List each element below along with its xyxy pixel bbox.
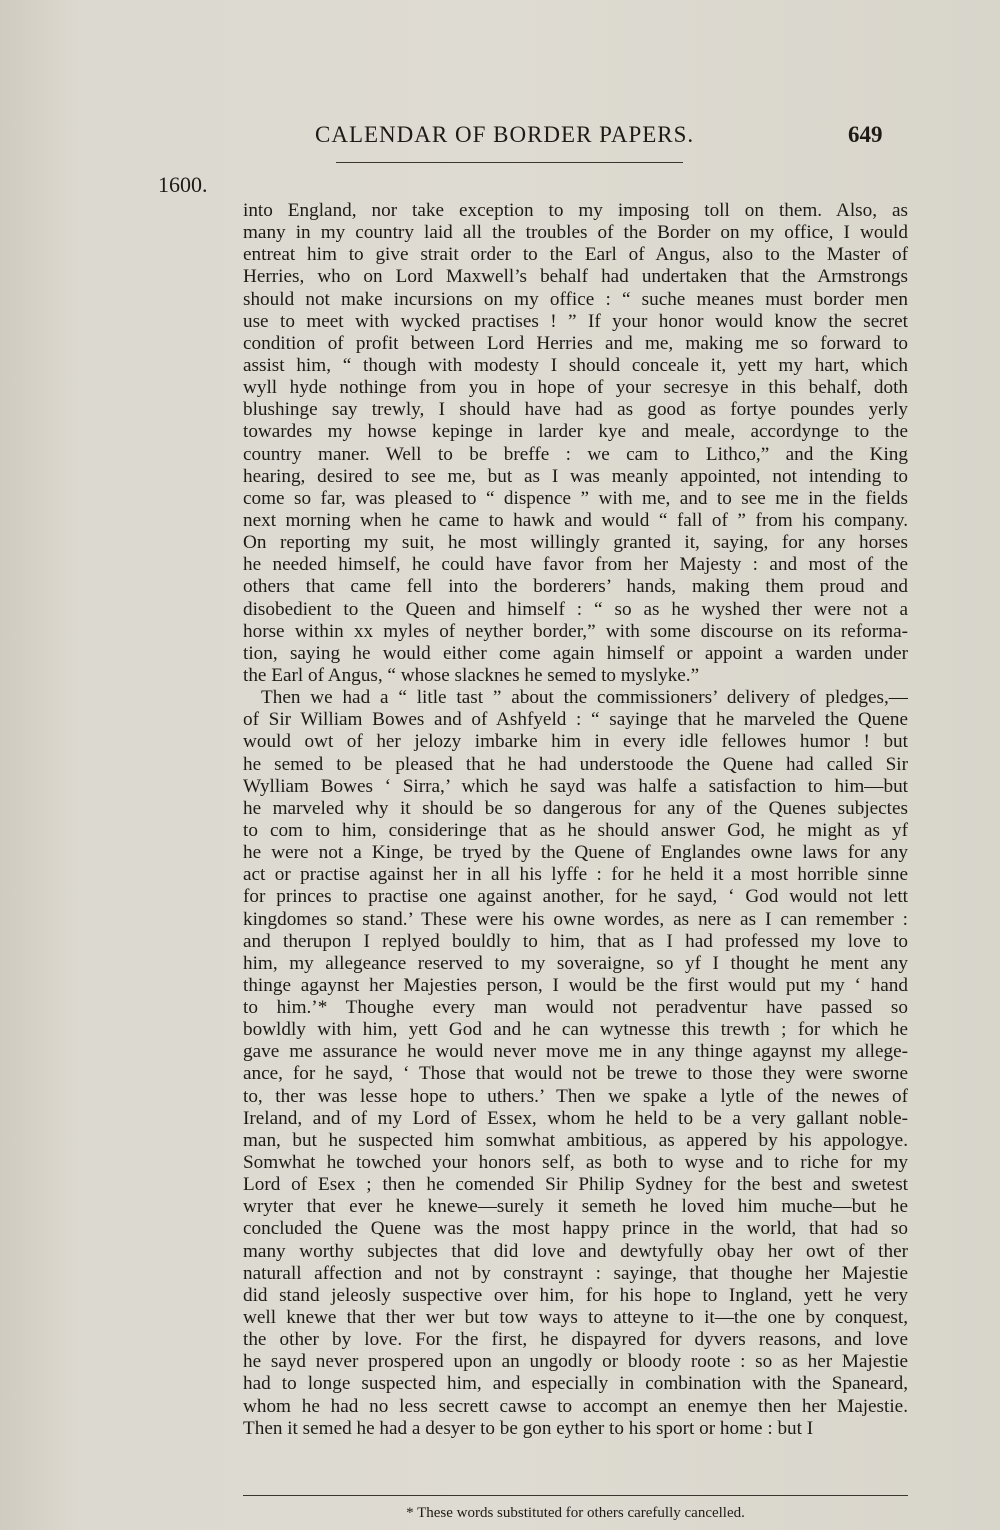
text-line: to him.’* Thoughe every man would not peradventur have passed so <box>243 997 908 1019</box>
body-text <box>243 200 908 1440</box>
text-line: condition of profit between Lord Herries and me, making me so forward to <box>243 332 908 354</box>
text-line: he semed to be pleased that he had understoode the Quene had called Sir <box>243 753 908 775</box>
text-line: tion, saying he would either come again himself or appoint a warden under <box>243 642 908 664</box>
text-line: wyll hyde nothinge from you in hope of your secresye in this behalf, doth <box>243 377 908 399</box>
text-line: to com to him, consideringe that as he should answer God, he might as yf <box>243 819 908 841</box>
text-line: come so far, was pleased to “ dispence ” with me, and to see me in the fields <box>243 487 908 509</box>
text-line: did stand jeleosly suspective over him, for his hope to Ingland, yett he very <box>243 1284 908 1306</box>
text-line: many worthy subjectes that did love and dewtyfully obay her owt of ther <box>243 1240 908 1262</box>
text-line: hearing, desired to see me, but as I was meanly appointed, not intending to <box>243 465 908 487</box>
footnote-rule <box>243 1495 908 1496</box>
text-line: Herries, who on Lord Maxwell’s behalf had undertaken that the Armstrongs <box>243 266 908 288</box>
text-line: wryter that ever he knewe—surely it semeth he loved him muche—but he <box>243 1196 908 1218</box>
text-line: whom he had no less secrett cawse to accompt an enemye then her Majestie. <box>243 1395 908 1417</box>
text-line: would owt of her jelozy imbarke him in every idle fellowes humor ! but <box>243 731 908 753</box>
text-line: the Earl of Angus, “ whose slacknes he semed to myslyke.” <box>243 664 700 686</box>
text-line: Somwhat he towched your honors self, as both to wyse and to riche for my <box>243 1152 908 1174</box>
text-line: assist him, “ though with modesty I should conceale it, yett my hart, which <box>243 354 908 376</box>
text-line: well knewe that ther wer but tow ways to atteyne to it—the one by conquest, <box>243 1307 908 1329</box>
text-line: he sayd never prospered upon an ungodly or bloody roote : so as her Majestie <box>243 1351 908 1373</box>
text-line: horse within xx myles of neyther border,” with some discourse on its reforma- <box>243 620 908 642</box>
text-line: act or practise against her in all his lyffe : for he held it a most horrible sinne <box>243 864 908 886</box>
text-line: Lord of Esex ; then he comended Sir Philip Sydney for the best and swetest <box>243 1174 908 1196</box>
text-line: naturall affection and not by constraynt : sayinge, that thoughe her Majestie <box>243 1262 908 1284</box>
text-line: Then it semed he had a desyer to be gon eyther to his sport or home : but I <box>243 1417 814 1439</box>
text-line: bowldly with him, yett God and he can wytnesse this trewth ; for which he <box>243 1019 908 1041</box>
text-line: many in my country laid all the troubles of the Border on my office, I would <box>243 222 908 244</box>
text-line: he were not a Kinge, be tryed by the Quene of Englandes owne laws for any <box>243 842 908 864</box>
text-line: Wylliam Bowes ‘ Sirra,’ which he sayd was halfe a satisfaction to him—but <box>243 775 908 797</box>
text-line: the other by love. For the first, he dispayred for dyvers reasons, and love <box>243 1329 908 1351</box>
text-line: he marveled why it should be so dangerous for any of the Quenes subjectes <box>243 797 908 819</box>
text-line: towardes my howse kepinge in larder kye and meale, accordynge to the <box>243 421 908 443</box>
text-line: country maner. Well to be breffe : we cam to Lithco,” and the King <box>243 443 908 465</box>
text-line: should not make incursions on my office : “ suche meanes must border men <box>243 288 908 310</box>
year-marker: 1600. <box>158 172 208 197</box>
text-line: disobedient to the Queen and himself : “ so as he wyshed ther were not a <box>243 598 908 620</box>
text-line: blushinge say trewly, I should have had as good as fortye poundes yerly <box>243 399 908 421</box>
text-line: others that came fell into the borderers’ hands, making them proud and <box>243 576 908 598</box>
text-line: of Sir William Bowes and of Ashfyeld : “ sayinge that he marveled the Quene <box>243 709 908 731</box>
text-line: kingdomes so stand.’ These were his owne wordes, as nere as I can remember : <box>243 908 908 930</box>
text-line: and therupon I replyed bouldly to him, that as I had professed my love to <box>243 930 908 952</box>
text-line: for princes to practise one against another, for he sayd, ‘ God would not lett <box>243 886 908 908</box>
text-line: had to longe suspected him, and especially in combination with the Spaneard, <box>243 1373 908 1395</box>
running-head-title: CALENDAR OF BORDER PAPERS. <box>315 122 695 147</box>
text-line: he needed himself, he could have favor from her Majesty : and most of the <box>243 554 908 576</box>
text-line: to, ther was lesse hope to uthers.’ Then we spake a lytle of the newes of <box>243 1085 908 1107</box>
page-number: 649 <box>848 122 883 147</box>
text-line: use to meet with wycked practises ! ” If your honor would know the secret <box>243 310 908 332</box>
text-line: ance, for he sayd, ‘ Those that would not be trewe to those they were sworne <box>243 1063 908 1085</box>
text-line: man, but he suspected him somwhat ambitious, as appered by his appologye. <box>243 1129 908 1151</box>
text-line: Then we had a “ litle tast ” about the commissioners’ delivery of pledges,— <box>261 687 908 709</box>
text-line: On reporting my suit, he most willingly granted it, saying, for any horses <box>243 532 908 554</box>
text-line: entreat him to give strait order to the Earl of Angus, also to the Master of <box>243 244 908 266</box>
text-line: thinge agaynst her Majesties person, I would be the first would put my ‘ hand <box>243 974 908 996</box>
text-line: gave me assurance he would never move me in any thinge agaynst my allege- <box>243 1041 908 1063</box>
text-line: Ireland, and of my Lord of Essex, whom he held to be a very gallant noble- <box>243 1107 908 1129</box>
text-line: him, my allegeance reserved to my soveraigne, so yf I thought he ment any <box>243 952 908 974</box>
text-line: next morning when he came to hawk and would “ fall of ” from his company. <box>243 509 908 531</box>
text-line: concluded the Quene was the most happy prince in the world, that had so <box>243 1218 908 1240</box>
footnote: * These words substituted for others carefully cancelled. <box>406 1505 745 1521</box>
text-line: into England, nor take exception to my imposing toll on them. Also, as <box>243 200 908 221</box>
header-rule <box>336 162 683 163</box>
